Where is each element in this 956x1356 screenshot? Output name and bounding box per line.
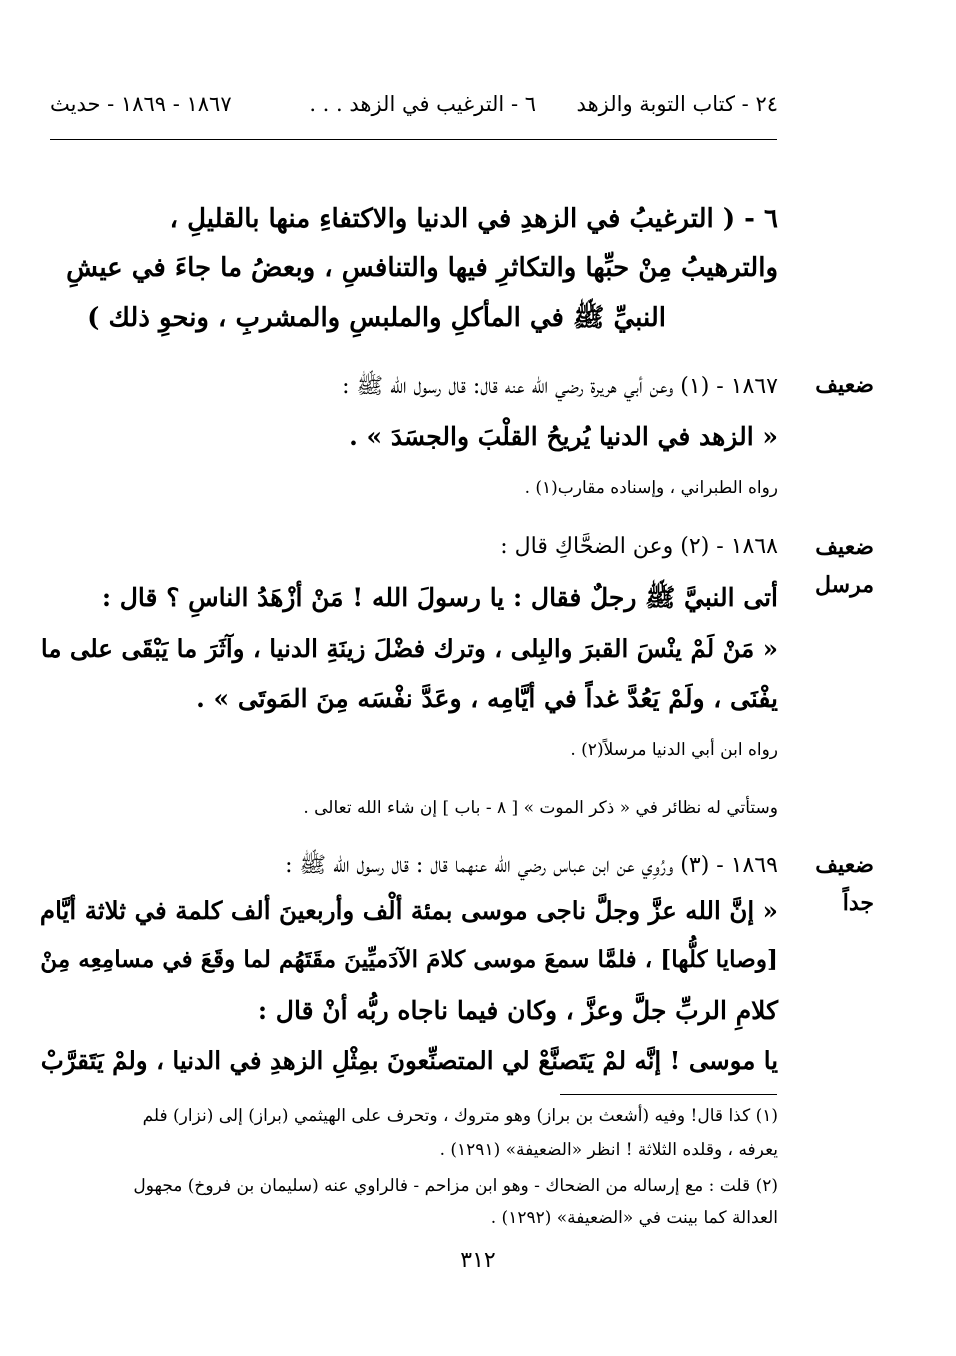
footnote-2-line-1: (٢) قلت : مع إرساله من الضحاك - وهو ابن مزاحم - فالراوي عنه (سليمان بن فروخ) مجهول xyxy=(133,1176,778,1196)
header-hadith-range: ١٨٦٧ - ١٨٦٩ - حديث xyxy=(50,92,232,116)
chapter-heading-line-2: والترهيبُ مِنْ حبِّها والتكاثرِ فيها والتنافسِ ، وبعضُ ما جاءَ في عيشِ xyxy=(66,253,778,283)
hadith-1868-intro: ١٨٦٨ - (٢) وعن الضحَّاكِ قال : xyxy=(500,534,778,559)
header-chapter-title: ٦ - الترغيب في الزهد . . . xyxy=(309,92,536,116)
hadith-1868-line-1: أتى النبيَّ ﷺ رجلٌ فقال : يا رسولَ الله ! مَنْ أزْهَدُ الناسِ ؟ قال : xyxy=(101,583,778,612)
footnote-2-line-2: العدالة كما بينت في «الضعيفة» (١٢٩٢) . xyxy=(490,1208,778,1228)
hadith-1868-note: وستأتي له نظائر في « ذكر الموت » [ ٨ - باب ] إن شاء الله تعالى . xyxy=(303,798,778,818)
header-rule xyxy=(50,139,777,140)
chapter-heading-line-3: النبيِّ ﷺ في المأكلِ والملبسِ والمشربِ ، ونحوِ ذلك ) xyxy=(87,303,666,333)
footnote-1-line-2: يعرفه ، وقلده الثلاثة ! انظر «الضعيفة» (١٢٩١) . xyxy=(439,1140,778,1160)
hadith-1868-line-2: « مَنْ لَمْ ينْسَ القبرَ والبِلى ، وترك فضْلَ زينَةِ الدنيا ، وآثَرَ ما يَبْقَى على ما xyxy=(40,634,778,663)
header-book-title: ٢٤ - كتاب التوبة والزهد xyxy=(576,92,778,116)
hadith-1869-line-3: كلامِ الربِّ جلَّ وعزَّ ، وكان فيما ناجاه ربُّه أنْ قال : xyxy=(257,996,778,1025)
hadith-1867-source: رواه الطبراني ، وإسناده مقارب(١) . xyxy=(524,478,778,498)
hadith-1869-line-1: « إنَّ الله عزَّ وجلَّ ناجى موسى بمئة ألْف وأربعينَ ألف كلمة في ثلاثة أيَّام xyxy=(39,896,778,925)
hadith-1869-line-2: [وصايا كلُّها] ، فلمَّا سمعَ موسى كلامَ الآدَميِّينَ مقَتَهُم لما وقَعَ في مسامِعِه مِنْ xyxy=(40,946,778,973)
footnote-rule xyxy=(560,1094,777,1095)
hadith-1868-grade: ضعيف مرسل xyxy=(814,534,874,598)
footnote-1-line-1: (١) كذا قال! وفيه (أشعث بن براز) وهو متروك ، وتحرف على الهيثمي (براز) إلى (نزار) فلم xyxy=(142,1106,778,1126)
hadith-1867-grade: ضعيف xyxy=(815,372,874,398)
hadith-1869-intro: ١٨٦٩ - (٣) ورُوِي عن ابن عباس رضي الله عنهما قال : قال رسول الله ﷺ : xyxy=(285,853,778,878)
hadith-1867-text: « الزهد في الدنيا يُريحُ القلْبَ والجسَدَ » . xyxy=(349,422,778,451)
hadith-1869-grade: ضعيف جداً xyxy=(815,852,874,916)
hadith-1867-intro: ١٨٦٧ - (١) وعن أبي هريرة رضي الله عنه قال: قال رسول الله ﷺ : xyxy=(342,374,778,399)
hadith-1868-line-3: يفْنَى ، ولَمْ يَعُدَّ غداً في أيَّامِه ، وعَدَّ نفْسَه مِنَ المَوتَى » . xyxy=(196,684,778,713)
hadith-1869-line-4: يا موسى ! إنَّه لمْ يَتَصنَّعْ لي المتصنِّعونَ بمِثْلِ الزهدِ في الدنيا ، ولمْ يَتَقرَّبْ xyxy=(40,1046,778,1075)
page-number: ٣١٢ xyxy=(460,1248,496,1273)
chapter-heading-line-1: ٦ - ( الترغيبُ في الزهدِ في الدنيا والاكتفاءِ منها بالقليلِ ، xyxy=(169,204,778,234)
hadith-1868-source: رواه ابن أبي الدنيا مرسلاً(٢) . xyxy=(570,740,778,760)
